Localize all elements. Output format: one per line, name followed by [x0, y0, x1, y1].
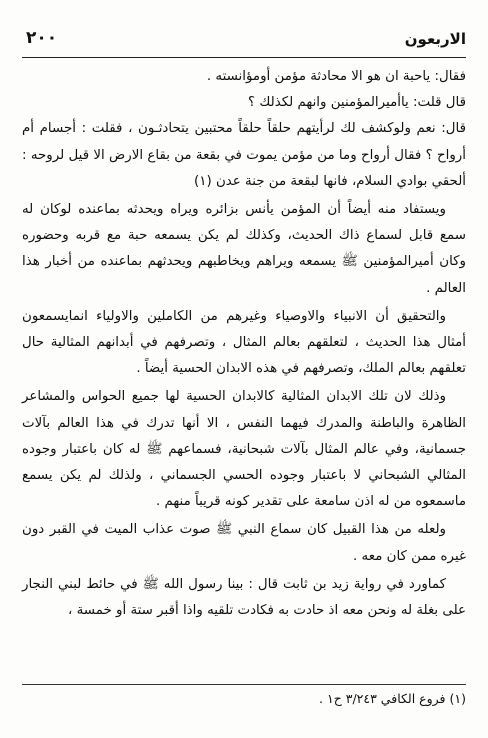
paragraph: ويستفاد منه أيضاً أن المؤمن يأنس بزائره ويراه ويحدثه بماعنده لوكان له سمع قابل لسماع ذاك الحديث، وكذلك لم يكن يسمعه حبة مع قربه وحضوره وكان أميرالمؤمنين ﷺ يسمعه ويراهم ويخاطبهم ويحدثهم بماعنده من أخبار هذا العالم . [22, 202, 466, 296]
paragraph: فقال: ياحبة ان هو الا محادثة مؤمن أومؤانسته . [206, 69, 466, 84]
paragraph: قال: نعم ولوكشف لك لرأيتهم حلقاً حلقاً محتبين يتحادثـون ، فقلت : أجسام أم أرواح ؟ فقال أرواح وما من مؤمن يموت في بقعة من بقاع الارض الا قيل لروحه : ألحقي بوادي السلام، فانها لبقعة من جنة عدن (١) [22, 121, 466, 189]
paragraph: قال قلت: ياأميرالمؤمنين وانهم لكذلك ؟ [248, 95, 466, 111]
paragraph: كماورد في رواية زيد بن ثابت قال : بينا رسول الله ﷺ في حائط لبني النجار على بغلة له ونحن معه اذ حادت به فكادت تلقيه واذا أقبر ستة أو خمسة ، [22, 576, 466, 619]
paragraph: ولعله من هذا القبيل كان سماع النبي ﷺ صوت عذاب الميت في القبر دون غيره ممن كان معه . [22, 522, 466, 564]
footnote: (١) فروع الكافي ٣/٢٤٣ ح١ . [319, 691, 466, 706]
paragraph: وذلك لان تلك الابدان المثالية كالابدان الحسية لها جميع الحواس والمشاعر الظاهرة والباطنة والمدرك فيهما النفس ، الا أنها تدرك في هذا العالم بآلات جسمانية، وفي عالم المثال بآلات شبحانية، فسماعهم ﷺ له كان باعتبار وجوده المثالي الشبحاني لا باعتبار وجوده الحسي الجسماني ، ولذلك لم يكن يسمع ماسمعوه من له اذن سامعة على تقدير كونه قريباً منهم . [22, 389, 466, 510]
footnote-rule [22, 684, 466, 685]
body-text [22, 64, 466, 624]
page-number: ٢٠٠ [26, 28, 58, 48]
header-rule [22, 57, 466, 58]
running-title: الاربعون [404, 30, 466, 48]
page-header [22, 30, 466, 54]
paragraph: والتحقيق أن الانبياء والاوصياء وغيرهم من الكاملين والاولياء انمايسمعون أمثال هذا الحديث ، لتعلقهم بعالم المثال ، وتصرفهم في أبدانهم المثالية حال تعلقهم بعالم الملك، وتصرفهم في هذه الابدان الحسية أيضاً . [22, 308, 466, 377]
